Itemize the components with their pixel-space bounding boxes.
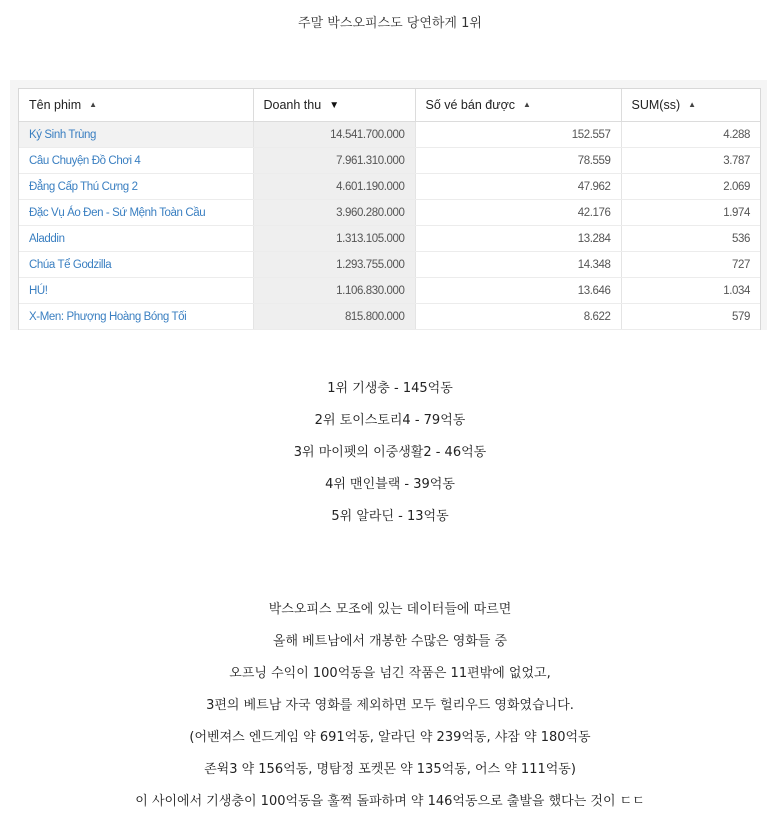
tickets-cell: 42.176 bbox=[415, 200, 621, 226]
table-row bbox=[19, 304, 760, 330]
table-row bbox=[19, 278, 760, 304]
revenue-cell: 4.601.190.000 bbox=[253, 174, 415, 200]
tickets-cell: 14.348 bbox=[415, 252, 621, 278]
column-header-sum-ss[interactable] bbox=[621, 89, 760, 122]
revenue-cell: 1.313.105.000 bbox=[253, 226, 415, 252]
sum-cell: 727 bbox=[621, 252, 760, 278]
movie-name-link[interactable]: Đặc Vụ Áo Đen - Sứ Mệnh Toàn Cầu bbox=[19, 200, 253, 226]
ranking-item: 4위 맨인블랙 - 39억동 bbox=[325, 477, 455, 492]
paragraph-line: 박스오피스 모조에 있는 데이터들에 따르면 bbox=[268, 602, 512, 617]
tickets-cell: 13.284 bbox=[415, 226, 621, 252]
sort-ascending-icon[interactable]: ▲ bbox=[89, 100, 98, 109]
sum-cell: 2.069 bbox=[621, 174, 760, 200]
movie-name-link[interactable]: HÚ! bbox=[19, 278, 253, 304]
table-row bbox=[19, 200, 760, 226]
column-header-tickets-sold[interactable] bbox=[415, 89, 621, 122]
movie-name-link[interactable]: Đẳng Cấp Thú Cưng 2 bbox=[19, 174, 253, 200]
ranking-item: 3위 마이펫의 이중생활2 - 46억동 bbox=[293, 445, 487, 460]
table-row bbox=[19, 226, 760, 252]
body-paragraph bbox=[0, 594, 780, 818]
sum-cell: 3.787 bbox=[621, 148, 760, 174]
sort-descending-icon[interactable]: ▼ bbox=[329, 100, 340, 111]
column-header-label: Số vé bán được bbox=[425, 98, 516, 112]
table-row bbox=[19, 122, 760, 148]
table-row bbox=[19, 148, 760, 174]
revenue-cell: 815.800.000 bbox=[253, 304, 415, 330]
sort-ascending-icon[interactable]: ▲ bbox=[523, 100, 531, 109]
box-office-table-container bbox=[18, 88, 761, 330]
ranking-item: 2위 토이스토리4 - 79억동 bbox=[314, 413, 466, 428]
table-header-row bbox=[19, 89, 760, 122]
revenue-cell: 1.293.755.000 bbox=[253, 252, 415, 278]
movie-name-link[interactable]: Chúa Tể Godzilla bbox=[19, 252, 253, 278]
box-office-table bbox=[19, 89, 760, 330]
sum-cell: 4.288 bbox=[621, 122, 760, 148]
revenue-cell: 7.961.310.000 bbox=[253, 148, 415, 174]
paragraph-line: 3편의 베트남 자국 영화를 제외하면 모두 헐리우드 영화였습니다. bbox=[206, 698, 574, 713]
column-header-movie-name[interactable] bbox=[19, 89, 253, 122]
sum-cell: 1.974 bbox=[621, 200, 760, 226]
column-header-revenue[interactable] bbox=[253, 89, 415, 122]
table-row bbox=[19, 174, 760, 200]
sum-cell: 536 bbox=[621, 226, 760, 252]
ranking-list bbox=[0, 373, 780, 533]
tickets-cell: 47.962 bbox=[415, 174, 621, 200]
sort-ascending-icon[interactable]: ▲ bbox=[688, 100, 697, 109]
revenue-cell: 3.960.280.000 bbox=[253, 200, 415, 226]
tickets-cell: 13.646 bbox=[415, 278, 621, 304]
paragraph-line: 오프닝 수익이 100억동을 넘긴 작품은 11편밖에 없었고, bbox=[229, 666, 551, 681]
column-header-label: SUM(ss) bbox=[631, 98, 681, 112]
revenue-cell: 14.541.700.000 bbox=[253, 122, 415, 148]
post-title: 주말 박스오피스도 당연하게 1위 bbox=[298, 16, 482, 31]
movie-name-link[interactable]: X-Men: Phượng Hoàng Bóng Tối bbox=[19, 304, 253, 330]
tickets-cell: 78.559 bbox=[415, 148, 621, 174]
ranking-item: 1위 기생충 - 145억동 bbox=[327, 381, 453, 396]
table-row bbox=[19, 252, 760, 278]
paragraph-line: (어벤져스 엔드게임 약 691억동, 알라딘 약 239억동, 샤잠 약 180억동 bbox=[189, 730, 591, 745]
paragraph-line: 존윅3 약 156억동, 명탐정 포켓몬 약 135억동, 어스 약 111억동) bbox=[204, 762, 576, 777]
column-header-label: Doanh thu bbox=[263, 98, 322, 112]
sum-cell: 579 bbox=[621, 304, 760, 330]
tickets-cell: 8.622 bbox=[415, 304, 621, 330]
movie-name-link[interactable]: Aladdin bbox=[19, 226, 253, 252]
paragraph-line: 올해 베트남에서 개봉한 수많은 영화들 중 bbox=[272, 634, 508, 649]
tickets-cell: 152.557 bbox=[415, 122, 621, 148]
revenue-cell: 1.106.830.000 bbox=[253, 278, 415, 304]
movie-name-link[interactable]: Câu Chuyện Đồ Chơi 4 bbox=[19, 148, 253, 174]
paragraph-line: 이 사이에서 기생충이 100억동을 훌쩍 돌파하며 약 146억동으로 출발을 했다는 것이 ㄷㄷ bbox=[135, 794, 645, 809]
ranking-item: 5위 알라딘 - 13억동 bbox=[331, 509, 449, 524]
movie-name-link[interactable]: Ký Sinh Trùng bbox=[19, 122, 253, 148]
column-header-label: Tên phim bbox=[29, 98, 82, 112]
box-office-table-panel bbox=[10, 80, 767, 330]
sum-cell: 1.034 bbox=[621, 278, 760, 304]
